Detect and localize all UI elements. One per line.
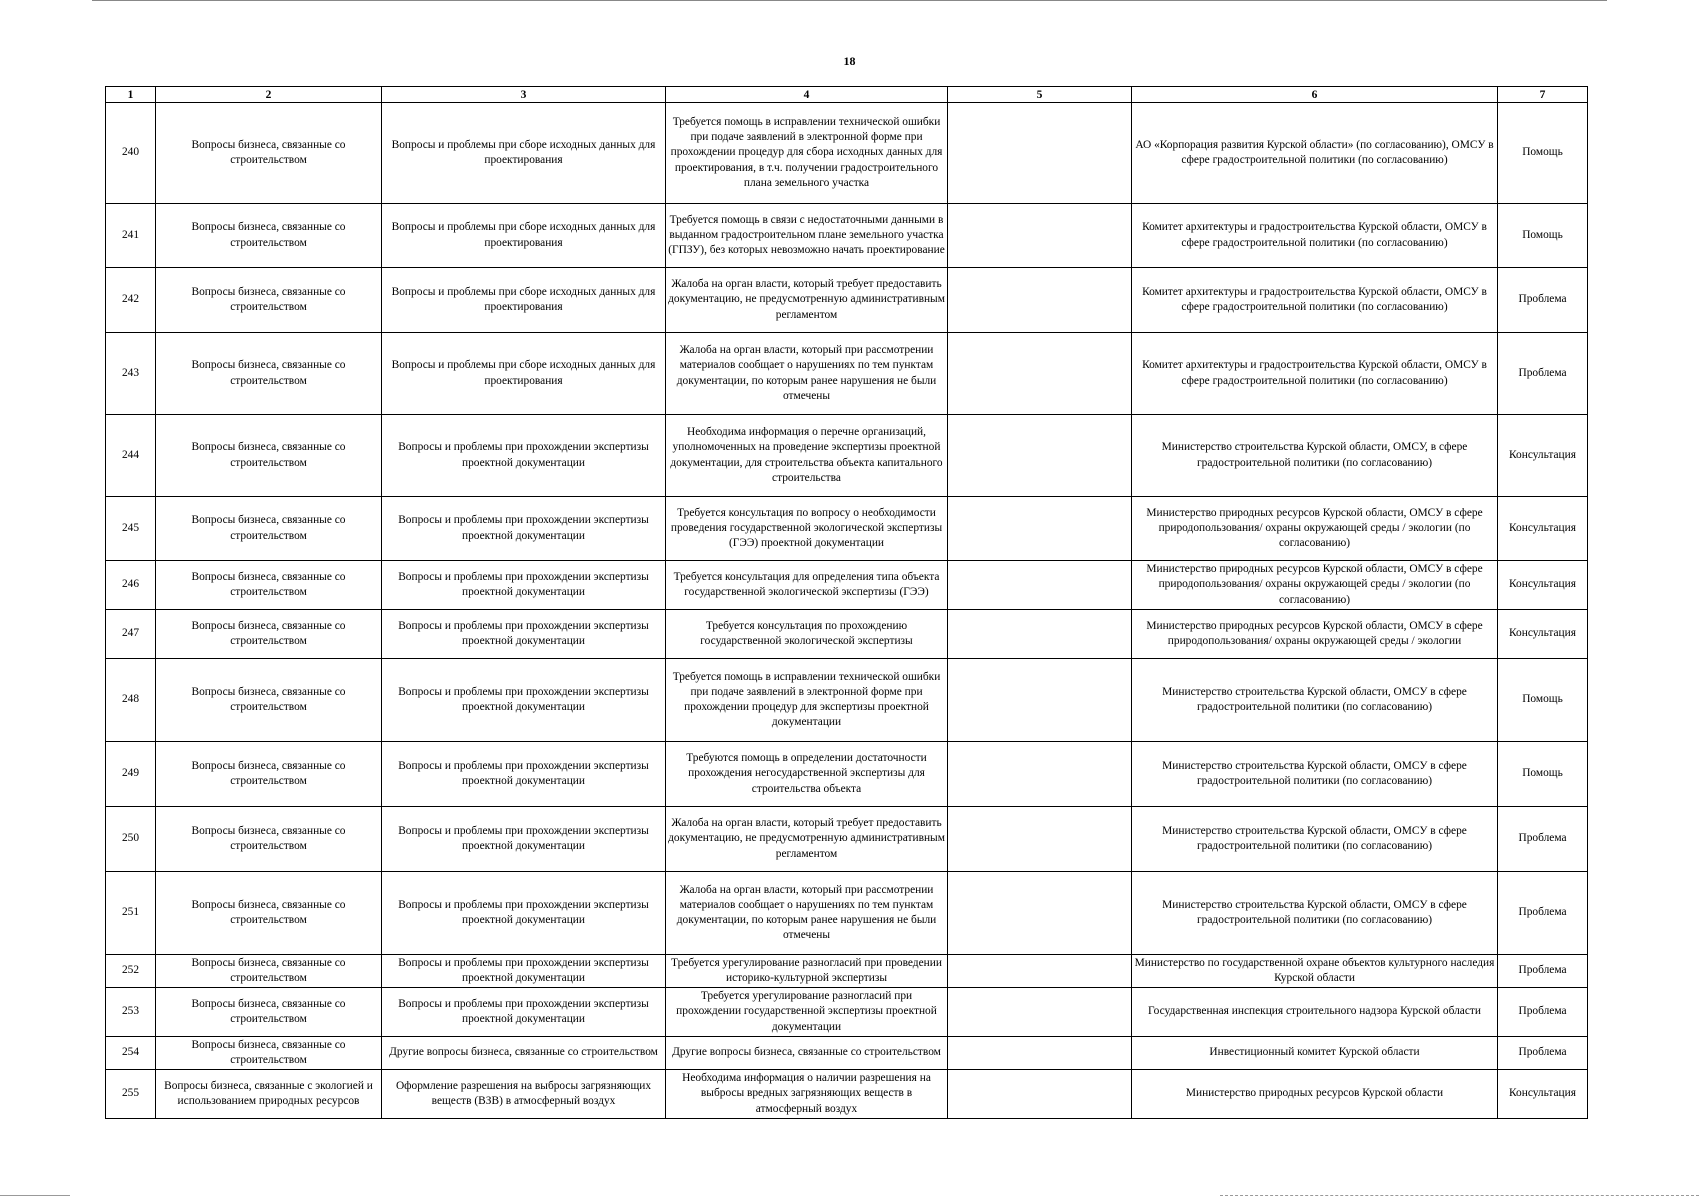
column-header: 6 <box>1132 87 1498 103</box>
empty-cell <box>948 610 1132 659</box>
empty-cell <box>948 988 1132 1037</box>
responsible-cell: Министерство природных ресурсов Курской области, ОМСУ в сфере природопользования/ охраны окружающей среды / экологии (по согласованию) <box>1132 497 1498 561</box>
responsible-cell: Министерство природных ресурсов Курской области, ОМСУ в сфере природопользования/ охраны окружающей среды / экологии <box>1132 610 1498 659</box>
type-cell: Проблема <box>1498 988 1588 1037</box>
subcategory-cell: Вопросы и проблемы при сборе исходных данных для проектирования <box>382 103 666 204</box>
category-cell: Вопросы бизнеса, связанные со строительством <box>156 807 382 872</box>
table-row <box>106 103 1588 204</box>
row-number: 252 <box>106 955 156 988</box>
empty-cell <box>948 333 1132 415</box>
description-cell: Требуется урегулирование разногласий при проведении историко-культурной экспертизы <box>666 955 948 988</box>
row-number: 249 <box>106 742 156 807</box>
empty-cell <box>948 561 1132 610</box>
type-cell: Консультация <box>1498 610 1588 659</box>
responsible-cell: Министерство по государственной охране объектов культурного наследия Курской области <box>1132 955 1498 988</box>
empty-cell <box>948 415 1132 497</box>
subcategory-cell: Вопросы и проблемы при прохождении экспертизы проектной документации <box>382 610 666 659</box>
column-header: 1 <box>106 87 156 103</box>
row-number: 254 <box>106 1037 156 1070</box>
row-number: 253 <box>106 988 156 1037</box>
row-number: 243 <box>106 333 156 415</box>
responsible-cell: Комитет архитектуры и градостроительства Курской области, ОМСУ в сфере градостроительной политики (по согласованию) <box>1132 204 1498 268</box>
type-cell: Проблема <box>1498 872 1588 955</box>
responsible-cell: Министерство природных ресурсов Курской области, ОМСУ в сфере природопользования/ охраны окружающей среды / экологии (по согласованию) <box>1132 561 1498 610</box>
type-cell: Проблема <box>1498 955 1588 988</box>
empty-cell <box>948 807 1132 872</box>
category-cell: Вопросы бизнеса, связанные со строительством <box>156 988 382 1037</box>
category-cell: Вопросы бизнеса, связанные со строительством <box>156 497 382 561</box>
table-row <box>106 742 1588 807</box>
table-row <box>106 955 1588 988</box>
responsible-cell: Комитет архитектуры и градостроительства Курской области, ОМСУ в сфере градостроительной политики (по согласованию) <box>1132 333 1498 415</box>
type-cell: Помощь <box>1498 742 1588 807</box>
type-cell: Помощь <box>1498 103 1588 204</box>
column-header: 4 <box>666 87 948 103</box>
subcategory-cell: Вопросы и проблемы при прохождении экспертизы проектной документации <box>382 988 666 1037</box>
subcategory-cell: Вопросы и проблемы при прохождении экспертизы проектной документации <box>382 872 666 955</box>
subcategory-cell: Вопросы и проблемы при сборе исходных данных для проектирования <box>382 333 666 415</box>
empty-cell <box>948 1070 1132 1119</box>
category-cell: Вопросы бизнеса, связанные со строительством <box>156 955 382 988</box>
column-header: 3 <box>382 87 666 103</box>
type-cell: Проблема <box>1498 268 1588 333</box>
category-cell: Вопросы бизнеса, связанные со строительством <box>156 333 382 415</box>
subcategory-cell: Вопросы и проблемы при прохождении экспертизы проектной документации <box>382 807 666 872</box>
subcategory-cell: Вопросы и проблемы при прохождении экспертизы проектной документации <box>382 497 666 561</box>
empty-cell <box>948 659 1132 742</box>
responsible-cell: Министерство строительства Курской области, ОМСУ, в сфере градостроительной политики (по согласованию) <box>1132 415 1498 497</box>
empty-cell <box>948 268 1132 333</box>
table-row <box>106 988 1588 1037</box>
description-cell: Требуется консультация по вопросу о необходимости проведения государственной экологической экспертизы (ГЭЭ) проектной документации <box>666 497 948 561</box>
category-cell: Вопросы бизнеса, связанные со строительством <box>156 204 382 268</box>
responsible-cell: Министерство строительства Курской области, ОМСУ в сфере градостроительной политики (по согласованию) <box>1132 659 1498 742</box>
subcategory-cell: Вопросы и проблемы при прохождении экспертизы проектной документации <box>382 955 666 988</box>
subcategory-cell: Вопросы и проблемы при сборе исходных данных для проектирования <box>382 268 666 333</box>
description-cell: Жалоба на орган власти, который при рассмотрении материалов сообщает о нарушениях по тем пунктам документации, по которым ранее нарушения не были отмечены <box>666 872 948 955</box>
empty-cell <box>948 103 1132 204</box>
table-row <box>106 333 1588 415</box>
type-cell: Консультация <box>1498 497 1588 561</box>
page-number: 18 <box>843 54 856 68</box>
subcategory-cell: Вопросы и проблемы при сборе исходных данных для проектирования <box>382 204 666 268</box>
category-cell: Вопросы бизнеса, связанные со строительством <box>156 415 382 497</box>
category-cell: Вопросы бизнеса, связанные со строительством <box>156 561 382 610</box>
column-header: 2 <box>156 87 382 103</box>
table-row <box>106 610 1588 659</box>
responsible-cell: Инвестиционный комитет Курской области <box>1132 1037 1498 1070</box>
scan-bottom-marks <box>0 1192 1699 1200</box>
description-cell: Требуются помощь в определении достаточности прохождения негосударственной экспертизы для строительства объекта <box>666 742 948 807</box>
description-cell: Требуется консультация по прохождению государственной экологической экспертизы <box>666 610 948 659</box>
type-cell: Проблема <box>1498 333 1588 415</box>
type-cell: Консультация <box>1498 1070 1588 1119</box>
description-cell: Жалоба на орган власти, который требует предоставить документацию, не предусмотренную административным регламентом <box>666 807 948 872</box>
category-cell: Вопросы бизнеса, связанные со строительством <box>156 610 382 659</box>
responsible-cell: Министерство строительства Курской области, ОМСУ в сфере градостроительной политики (по согласованию) <box>1132 807 1498 872</box>
description-cell: Требуется помощь в исправлении технической ошибки при подаче заявлений в электронной форме при прохождении процедур для сбора исходных данных для проектирования, в т.ч. получении градостроительного плана земельного участка <box>666 103 948 204</box>
responsible-cell: Министерство строительства Курской области, ОМСУ в сфере градостроительной политики (по согласованию) <box>1132 742 1498 807</box>
category-cell: Вопросы бизнеса, связанные со строительством <box>156 659 382 742</box>
subcategory-cell: Другие вопросы бизнеса, связанные со строительством <box>382 1037 666 1070</box>
description-cell: Требуется помощь в исправлении технической ошибки при подаче заявлений в электронной форме при прохождении процедур для экспертизы проектной документации <box>666 659 948 742</box>
empty-cell <box>948 204 1132 268</box>
responsible-cell: Государственная инспекция строительного надзора Курской области <box>1132 988 1498 1037</box>
scan-mark <box>1220 1195 1699 1196</box>
type-cell: Проблема <box>1498 807 1588 872</box>
category-cell: Вопросы бизнеса, связанные со строительством <box>156 742 382 807</box>
responsible-cell: АО «Корпорация развития Курской области» (по согласованию), ОМСУ в сфере градостроительной политики (по согласованию) <box>1132 103 1498 204</box>
type-cell: Консультация <box>1498 415 1588 497</box>
row-number: 247 <box>106 610 156 659</box>
column-header: 5 <box>948 87 1132 103</box>
type-cell: Помощь <box>1498 659 1588 742</box>
subcategory-cell: Вопросы и проблемы при прохождении экспертизы проектной документации <box>382 742 666 807</box>
type-cell: Проблема <box>1498 1037 1588 1070</box>
description-cell: Необходима информация о перечне организаций, уполномоченных на проведение экспертизы проектной документации, для строительства объекта капитального строительства <box>666 415 948 497</box>
row-number: 255 <box>106 1070 156 1119</box>
row-number: 248 <box>106 659 156 742</box>
description-cell: Требуется консультация для определения типа объекта государственной экологической экспертизы (ГЭЭ) <box>666 561 948 610</box>
table-row <box>106 1037 1588 1070</box>
category-cell: Вопросы бизнеса, связанные со строительством <box>156 103 382 204</box>
type-cell: Помощь <box>1498 204 1588 268</box>
row-number: 241 <box>106 204 156 268</box>
responsible-cell: Министерство природных ресурсов Курской области <box>1132 1070 1498 1119</box>
description-cell: Жалоба на орган власти, который требует предоставить документацию, не предусмотренную административным регламентом <box>666 268 948 333</box>
table-row <box>106 807 1588 872</box>
description-cell: Жалоба на орган власти, который при рассмотрении материалов сообщает о нарушениях по тем пунктам документации, по которым ранее нарушения не были отмечены <box>666 333 948 415</box>
row-number: 245 <box>106 497 156 561</box>
category-cell: Вопросы бизнеса, связанные со строительством <box>156 872 382 955</box>
description-cell: Требуется помощь в связи с недостаточными данными в выданном градостроительном плане земельного участка (ГПЗУ), без которых невозможно начать проектирование <box>666 204 948 268</box>
subcategory-cell: Вопросы и проблемы при прохождении экспертизы проектной документации <box>382 659 666 742</box>
empty-cell <box>948 742 1132 807</box>
subcategory-cell: Вопросы и проблемы при прохождении экспертизы проектной документации <box>382 415 666 497</box>
row-number: 244 <box>106 415 156 497</box>
empty-cell <box>948 497 1132 561</box>
table-row <box>106 1070 1588 1119</box>
description-cell: Другие вопросы бизнеса, связанные со строительством <box>666 1037 948 1070</box>
row-number: 246 <box>106 561 156 610</box>
table-row <box>106 497 1588 561</box>
row-number: 251 <box>106 872 156 955</box>
table-row <box>106 561 1588 610</box>
subcategory-cell: Вопросы и проблемы при прохождении экспертизы проектной документации <box>382 561 666 610</box>
category-cell: Вопросы бизнеса, связанные со строительством <box>156 1037 382 1070</box>
table-body <box>106 103 1588 1119</box>
scan-mark <box>0 1195 70 1196</box>
category-cell: Вопросы бизнеса, связанные с экологией и использованием природных ресурсов <box>156 1070 382 1119</box>
type-cell: Консультация <box>1498 561 1588 610</box>
empty-cell <box>948 1037 1132 1070</box>
registry-table <box>105 86 1588 1119</box>
header-row <box>106 87 1588 103</box>
table-row <box>106 872 1588 955</box>
table-row <box>106 659 1588 742</box>
table-row <box>106 415 1588 497</box>
page-top-border <box>92 0 1607 1</box>
table-row <box>106 204 1588 268</box>
empty-cell <box>948 872 1132 955</box>
responsible-cell: Министерство строительства Курской области, ОМСУ в сфере градостроительной политики (по согласованию) <box>1132 872 1498 955</box>
empty-cell <box>948 955 1132 988</box>
category-cell: Вопросы бизнеса, связанные со строительством <box>156 268 382 333</box>
description-cell: Необходима информация о наличии разрешения на выбросы вредных загрязняющих веществ в атмосферный воздух <box>666 1070 948 1119</box>
column-header: 7 <box>1498 87 1588 103</box>
row-number: 242 <box>106 268 156 333</box>
table-row <box>106 268 1588 333</box>
row-number: 250 <box>106 807 156 872</box>
row-number: 240 <box>106 103 156 204</box>
subcategory-cell: Оформление разрешения на выбросы загрязняющих веществ (ВЗВ) в атмосферный воздух <box>382 1070 666 1119</box>
responsible-cell: Комитет архитектуры и градостроительства Курской области, ОМСУ в сфере градостроительной политики (по согласованию) <box>1132 268 1498 333</box>
description-cell: Требуется урегулирование разногласий при прохождении государственной экспертизы проектной документации <box>666 988 948 1037</box>
